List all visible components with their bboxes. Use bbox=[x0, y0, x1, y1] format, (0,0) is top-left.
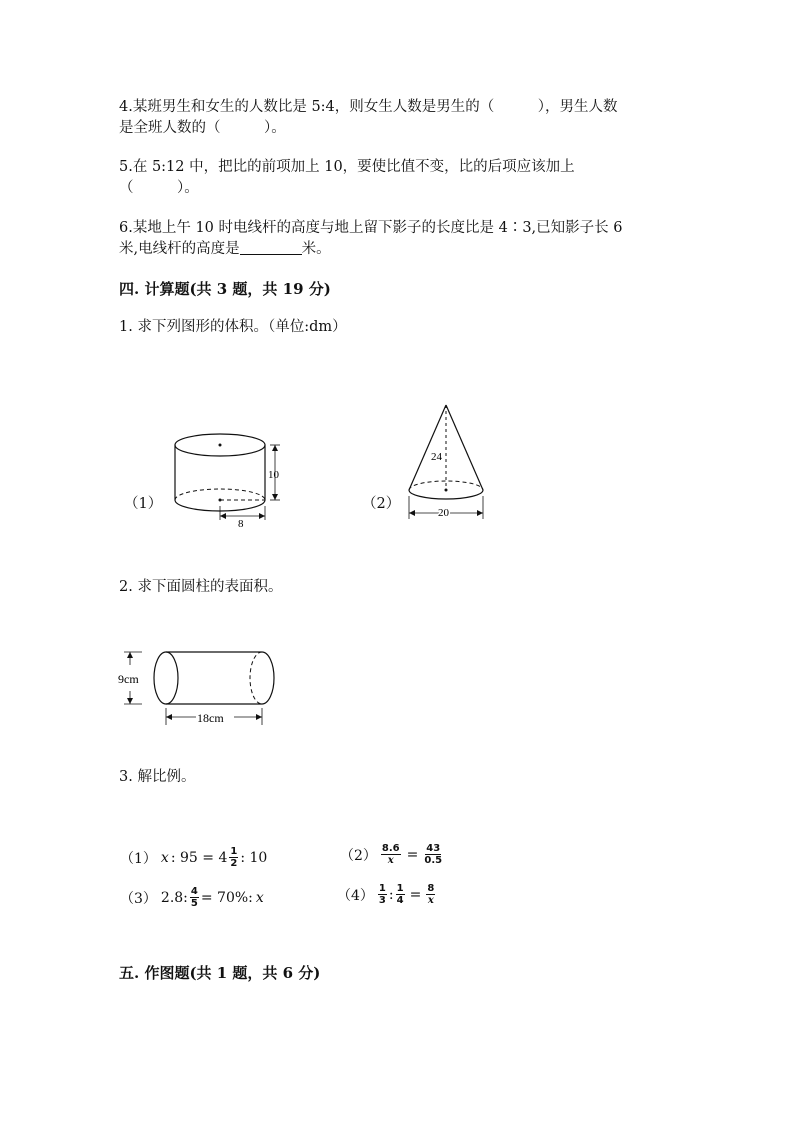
fig1-radius-label: 8 bbox=[238, 518, 244, 530]
section5-title: 五. 作图题(共 1 题，共 6 分) bbox=[119, 964, 321, 982]
q4-line1: 4.某班男生和女生的人数比是 5:4，则女生人数是男生的（ ），男生人数 bbox=[119, 99, 618, 115]
proportion-2 bbox=[340, 843, 444, 866]
q5-line2: （ ）。 bbox=[119, 180, 199, 196]
p2-label: （2） bbox=[340, 847, 377, 864]
calc2-prompt: 2. 求下面圆柱的表面积。 bbox=[119, 579, 283, 595]
calc2-length-label: 18cm bbox=[197, 711, 224, 725]
p4-equals: = bbox=[409, 886, 422, 903]
p3-x: x bbox=[255, 889, 264, 906]
fig2-label: （2） bbox=[362, 496, 401, 512]
fig2-diameter-label: 20 bbox=[438, 507, 449, 519]
p4-fraction-c: $\frac{8}{x}$ bbox=[427, 883, 435, 906]
p4-fraction-b: $\frac{1}{4}$ bbox=[396, 883, 404, 906]
p1-label: （1） bbox=[120, 850, 157, 867]
q6-line2 bbox=[119, 239, 331, 259]
p1-fraction: $\frac{1}{2}$ bbox=[230, 846, 238, 869]
p3-label: （3） bbox=[120, 890, 157, 907]
p3-fraction: $\frac{4}{5}$ bbox=[190, 886, 198, 909]
q6-line2-unit: 米。 bbox=[301, 241, 331, 257]
calc2-diameter-label: 9cm bbox=[118, 672, 139, 686]
q6-line1: 6.某地上午 10 时电线杆的高度与地上留下影子的长度比是 4∶3,已知影子长 6 bbox=[119, 220, 623, 236]
q5-line1: 5.在 5:12 中，把比的前项加上 10，要使比值不变，比的后项应该加上 bbox=[119, 159, 575, 175]
p1-x: x bbox=[160, 849, 169, 866]
horizontal-cylinder-figure bbox=[118, 645, 283, 730]
calc1-prompt: 1. 求下列图形的体积。（单位:dm） bbox=[119, 319, 347, 335]
proportion-3 bbox=[120, 886, 264, 909]
p3-mid: = 70%: bbox=[200, 889, 253, 906]
cone-figure bbox=[400, 400, 495, 525]
p4-label: （4） bbox=[337, 887, 374, 904]
proportion-4 bbox=[337, 883, 437, 906]
fig1-height-label: 10 bbox=[268, 469, 279, 481]
fig1-label: （1） bbox=[124, 496, 163, 512]
p2-fraction-b: $\frac{43}{0.5}$ bbox=[424, 843, 443, 866]
q6-line2-text: 米,电线杆的高度是 bbox=[119, 241, 240, 257]
p2-fraction-a: $\frac{8.6}{x}$ bbox=[381, 843, 400, 866]
fig2-height-label: 24 bbox=[431, 451, 442, 463]
p1-tail: : 10 bbox=[240, 849, 268, 866]
p1-mid: : 95 = 4 bbox=[170, 849, 228, 866]
p3-a: 2.8: bbox=[160, 889, 188, 906]
proportion-1 bbox=[120, 846, 267, 869]
p4-fraction-a: $\frac{1}{3}$ bbox=[378, 883, 386, 906]
cylinder-figure bbox=[160, 420, 300, 535]
section4-title: 四. 计算题(共 3 题，共 19 分) bbox=[119, 280, 331, 298]
p4-colon: : bbox=[388, 886, 394, 903]
answer-blank bbox=[240, 240, 302, 255]
q4-line2: 是全班人数的（ ）。 bbox=[119, 120, 286, 136]
calc3-prompt: 3. 解比例。 bbox=[119, 769, 196, 785]
p2-equals: = bbox=[406, 846, 419, 863]
